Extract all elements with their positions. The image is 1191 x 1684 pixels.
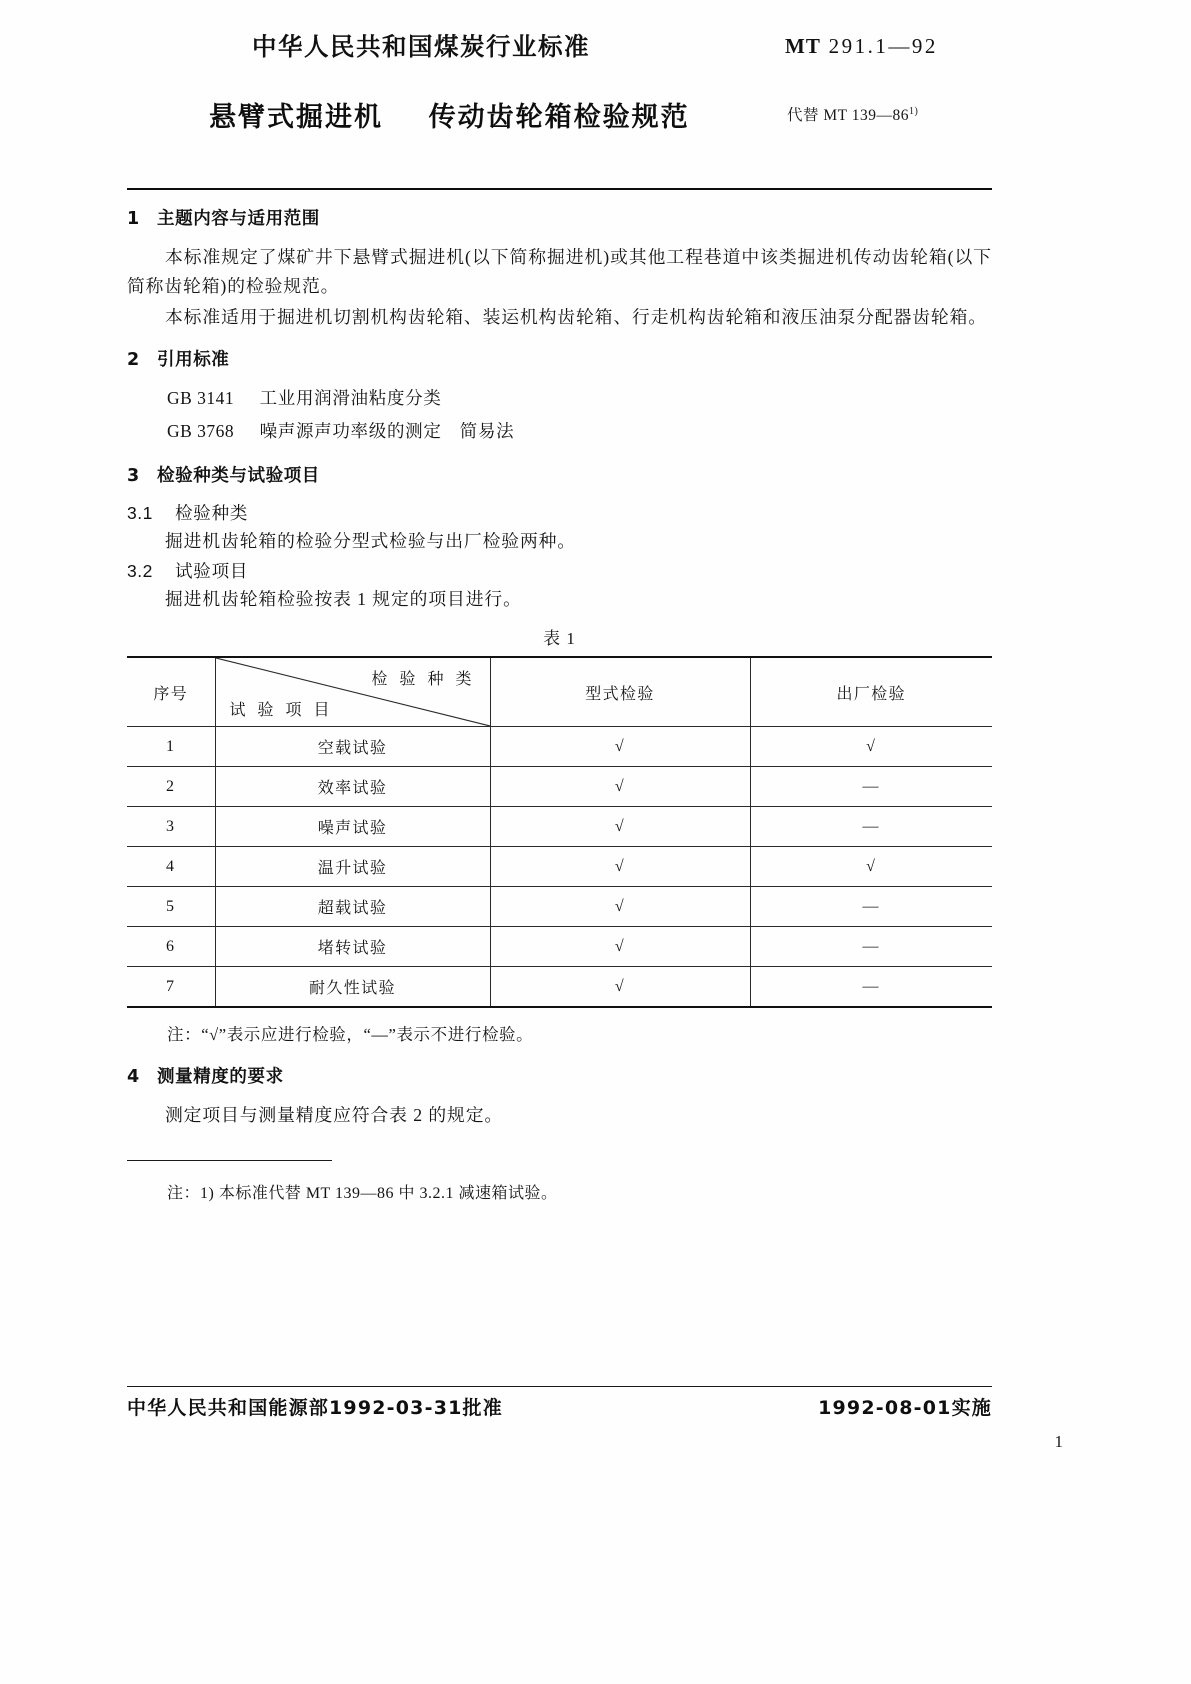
section-4-paragraph-1: 测定项目与测量精度应符合表 2 的规定。: [165, 1105, 504, 1125]
replaces-label: 代替 MT 139—86: [787, 107, 909, 124]
row-item: 空载试验: [215, 727, 490, 767]
table-header-row: [127, 657, 992, 727]
footnote-divider: [127, 1160, 332, 1161]
page-content: [127, 0, 992, 1202]
footnote-text: 注：1) 本标准代替 MT 139—86 中 3.2.1 减速箱试验。: [167, 1185, 558, 1202]
row-type-test: √: [490, 967, 750, 1008]
table-row: [127, 847, 992, 887]
table-row: [127, 807, 992, 847]
section-1-heading: [127, 205, 992, 230]
replaces-footnote-marker: 1): [908, 105, 919, 117]
row-factory-test: —: [750, 967, 992, 1008]
reference-standard-code: GB 3141: [167, 388, 235, 408]
masthead: [127, 0, 992, 180]
section-3-2-title: 试验项目: [175, 561, 249, 581]
row-type-test: √: [490, 807, 750, 847]
standard-number-prefix: MT: [785, 34, 821, 58]
table-1-caption: 表 1: [543, 629, 576, 648]
reference-standard-code: GB 3768: [167, 421, 235, 441]
table-row: [127, 967, 992, 1008]
section-3-heading: [127, 462, 992, 487]
footer-approval: 中华人民共和国能源部1992-03-31批准: [127, 1397, 503, 1419]
section-3-1-text: 掘进机齿轮箱的检验分型式检验与出厂检验两种。: [165, 531, 576, 551]
reference-standard-item: [127, 417, 992, 446]
section-3-title: 检验种类与试验项目: [157, 466, 320, 486]
row-item: 噪声试验: [215, 807, 490, 847]
reference-standard-name: 噪声源声功率级的测定 简易法: [259, 421, 515, 441]
row-serial: 7: [127, 967, 215, 1008]
section-3-1-number: 3.1: [127, 503, 153, 523]
section-1-number: 1: [127, 209, 140, 229]
section-4-title: 测量精度的要求: [157, 1067, 284, 1087]
page-footer: [127, 1393, 992, 1420]
row-serial: 2: [127, 767, 215, 807]
masthead-divider: [127, 188, 992, 190]
section-3-2-heading: [127, 558, 992, 583]
section-2-heading: [127, 346, 992, 371]
row-type-test: √: [490, 767, 750, 807]
section-4-number: 4: [127, 1067, 140, 1087]
table-header-diagonal-cell: [215, 657, 490, 727]
section-2-number: 2: [127, 350, 140, 370]
section-1-title: 主题内容与适用范围: [157, 209, 320, 229]
section-3-1-title: 检验种类: [175, 503, 249, 523]
row-factory-test: —: [750, 807, 992, 847]
table-header-factory-test: 出厂检验: [750, 657, 992, 727]
table-row: [127, 887, 992, 927]
row-factory-test: √: [750, 847, 992, 887]
row-serial: 6: [127, 927, 215, 967]
row-serial: 3: [127, 807, 215, 847]
table-1: [127, 656, 992, 1008]
table-1-note: 注：“√”表示应进行检验，“—”表示不进行检验。: [167, 1025, 534, 1044]
standard-number-value: 291.1—92: [828, 34, 938, 58]
standard-number: [785, 34, 938, 59]
table-row: [127, 767, 992, 807]
document-title: 悬臂式掘进机 传动齿轮箱检验规范: [209, 102, 690, 133]
document-body: [127, 205, 992, 1219]
table-row: [127, 727, 992, 767]
row-item: 效率试验: [215, 767, 490, 807]
section-2-title: 引用标准: [157, 350, 230, 370]
section-3-2-number: 3.2: [127, 561, 153, 581]
section-3-2-text: 掘进机齿轮箱检验按表 1 规定的项目进行。: [165, 589, 522, 609]
row-serial: 1: [127, 727, 215, 767]
table-row: [127, 927, 992, 967]
row-serial: 5: [127, 887, 215, 927]
section-3-1-heading: [127, 500, 992, 525]
row-type-test: √: [490, 847, 750, 887]
table-header-serial: 序号: [127, 657, 215, 727]
section-1-paragraph-2: 本标准适用于掘进机切割机构齿轮箱、装运机构齿轮箱、行走机构齿轮箱和液压油泵分配器齿轮箱。: [165, 307, 987, 327]
row-factory-test: —: [750, 767, 992, 807]
row-item: 耐久性试验: [215, 967, 490, 1008]
row-type-test: √: [490, 927, 750, 967]
section-4-heading: [127, 1063, 992, 1088]
row-factory-test: —: [750, 927, 992, 967]
footer-effective-date: 1992-08-01实施: [818, 1397, 992, 1419]
table-header-test-item: 试 验 项 目: [229, 702, 334, 719]
table-header-inspection-category: 检 验 种 类: [371, 671, 476, 688]
section-3-number: 3: [127, 466, 140, 486]
issuing-authority-title: 中华人民共和国煤炭行业标准: [252, 32, 590, 61]
row-factory-test: √: [750, 727, 992, 767]
row-factory-test: —: [750, 887, 992, 927]
reference-standard-name: 工业用润滑油粘度分类: [259, 388, 442, 408]
replaces-note: [787, 103, 918, 125]
row-item: 温升试验: [215, 847, 490, 887]
row-type-test: √: [490, 887, 750, 927]
row-item: 堵转试验: [215, 927, 490, 967]
reference-standard-item: [127, 384, 992, 413]
footer-divider: [127, 1386, 992, 1387]
row-item: 超载试验: [215, 887, 490, 927]
row-type-test: √: [490, 727, 750, 767]
table-header-type-test: 型式检验: [490, 657, 750, 727]
row-serial: 4: [127, 847, 215, 887]
page-number: 1: [1054, 1432, 1063, 1451]
section-1-paragraph-1: 本标准规定了煤矿井下悬臂式掘进机(以下简称掘进机)或其他工程巷道中该类掘进机传动齿轮箱(以下简称齿轮箱)的检验规范。: [127, 247, 992, 296]
